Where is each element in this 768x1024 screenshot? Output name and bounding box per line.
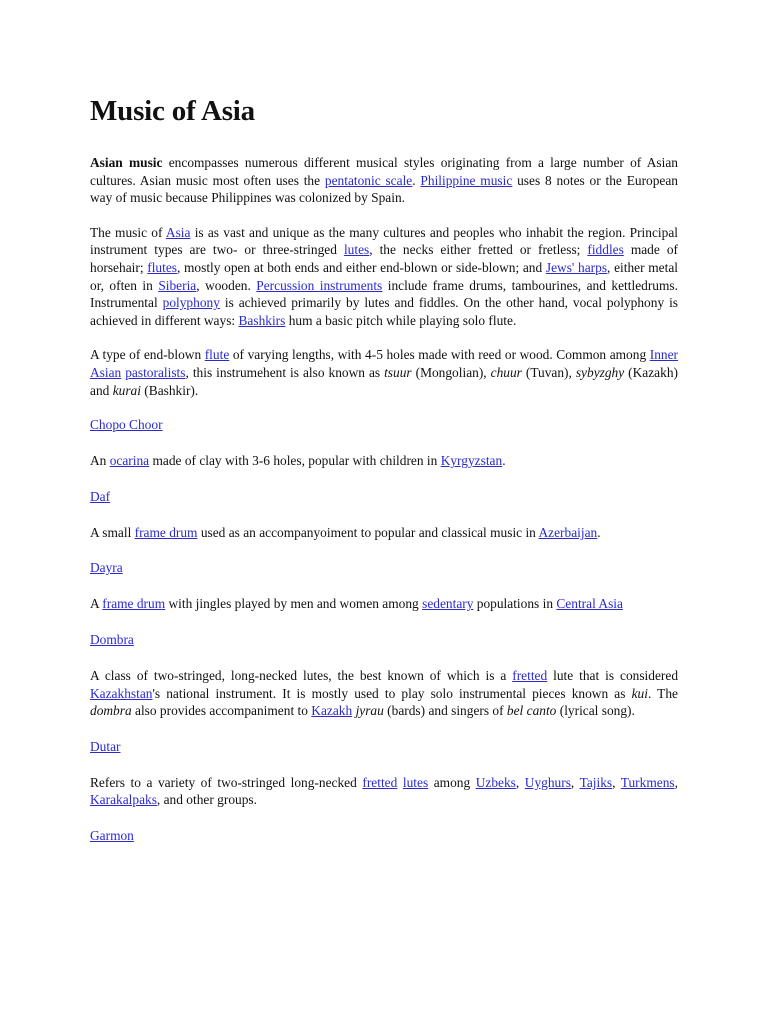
- chopo-choor-paragraph: [90, 452, 678, 470]
- term-kurai: kurai: [112, 382, 141, 398]
- text: populations in: [473, 596, 557, 612]
- text: Refers to a variety of two-stringed long-necked: [90, 774, 363, 790]
- heading-link-dutar[interactable]: Dutar: [90, 738, 121, 754]
- link-jews-harps[interactable]: Jews' harps: [545, 259, 608, 275]
- heading-link-daf[interactable]: Daf: [90, 488, 111, 504]
- link-lutes[interactable]: lutes: [343, 242, 370, 258]
- link-pentatonic-scale[interactable]: pentatonic scale: [324, 172, 413, 188]
- text: (lyrical song).: [556, 703, 635, 719]
- flute-paragraph: [90, 346, 678, 399]
- link-kazakhstan[interactable]: Kazakhstan: [90, 685, 153, 701]
- text: 's national instrument. It is mostly used to play solo instrumental pieces known as: [152, 685, 632, 701]
- text: is achieved primarily by lutes and fiddles. On the other hand, vocal polyphony is achieved in different ways:: [90, 295, 679, 328]
- intro-paragraph: [90, 154, 678, 207]
- link-pastoralists[interactable]: pastoralists: [125, 364, 186, 380]
- link-uyghurs[interactable]: Uyghurs: [524, 774, 571, 790]
- text: The music of: [90, 224, 166, 240]
- link-fretted[interactable]: fretted: [512, 667, 548, 683]
- dayra-paragraph: [90, 595, 678, 613]
- text: An: [90, 453, 110, 469]
- heading-link-dayra[interactable]: Dayra: [90, 560, 123, 576]
- text: A: [90, 596, 103, 612]
- link-asia[interactable]: Asia: [165, 224, 191, 240]
- text: (bards) and singers of: [383, 703, 507, 719]
- link-kazakh[interactable]: Kazakh: [311, 703, 353, 719]
- link-azerbaijan[interactable]: Azerbaijan: [538, 524, 598, 540]
- text: ,: [570, 774, 580, 790]
- text: , mostly open at both ends and either end-blown or side-blown; and: [176, 259, 546, 275]
- text: .: [597, 524, 601, 540]
- link-polyphony[interactable]: polyphony: [162, 295, 220, 311]
- term-dombra: dombra: [90, 703, 132, 719]
- text: .: [502, 453, 506, 469]
- daf-paragraph: [90, 524, 678, 542]
- link-ocarina[interactable]: ocarina: [109, 453, 150, 469]
- text: among: [428, 774, 476, 790]
- link-turkmens[interactable]: Turkmens: [620, 774, 675, 790]
- term-tsuur: tsuur: [384, 364, 412, 380]
- text: is as vast and unique as the many cultures and peoples who inhabit the region. Principal instrument types are two- or three-stringed: [90, 224, 678, 258]
- link-flutes[interactable]: flutes: [147, 259, 177, 275]
- link-kyrgyzstan[interactable]: Kyrgyzstan: [440, 453, 503, 469]
- heading-link-garmon[interactable]: Garmon: [90, 827, 134, 843]
- term-sybyzghy: sybyzghy: [575, 364, 625, 380]
- text: , either metal or, often in: [90, 259, 678, 293]
- text: A class of two-stringed, long-necked lutes, the best known of which is a: [90, 667, 513, 683]
- text: , this instrumehent is also known as: [185, 364, 385, 380]
- page-title: Music of Asia: [90, 95, 255, 127]
- link-flute[interactable]: flute: [204, 347, 230, 363]
- link-sedentary[interactable]: sedentary: [422, 596, 474, 612]
- text: uses 8 notes or the European way of music because Philippines was colonized by Spain.: [90, 172, 678, 206]
- link-siberia[interactable]: Siberia: [158, 277, 197, 293]
- text: of varying lengths, with 4-5 holes made with reed or wood. Common among: [229, 347, 650, 363]
- link-tajiks[interactable]: Tajiks: [579, 774, 613, 790]
- link-uzbeks[interactable]: Uzbeks: [475, 774, 516, 790]
- text: made of clay with 3-6 holes, popular with children in: [149, 453, 441, 469]
- link-fretted[interactable]: fretted: [362, 774, 398, 790]
- overview-paragraph: [90, 224, 678, 330]
- text: A type of end-blown: [90, 347, 205, 363]
- link-frame-drum[interactable]: frame drum: [134, 524, 198, 540]
- heading-link-chopo-choor[interactable]: Chopo Choor: [90, 417, 163, 433]
- text: ,: [612, 774, 621, 790]
- text: A small: [90, 524, 135, 540]
- text: hum a basic pitch while playing solo flute.: [285, 312, 517, 328]
- text: , and other groups.: [156, 792, 257, 808]
- term-kui: kui: [631, 685, 648, 701]
- heading-link-dombra[interactable]: Dombra: [90, 631, 134, 647]
- link-lutes[interactable]: lutes: [402, 774, 429, 790]
- link-karakalpaks[interactable]: Karakalpaks: [90, 792, 157, 808]
- text: (Bashkir).: [140, 382, 199, 398]
- text: with jingles played by men and women among: [165, 596, 423, 612]
- text: encompasses numerous different musical styles originating from a large number of Asian cultures. Asian music most often uses the: [90, 155, 678, 188]
- term-bel-canto: bel canto: [506, 703, 557, 719]
- link-philippine-music[interactable]: Philippine music: [420, 172, 513, 188]
- text: , the necks either fretted or fretless;: [369, 242, 588, 258]
- text: made of horsehair;: [90, 242, 678, 275]
- document-page: [90, 94, 678, 845]
- text: ,: [674, 774, 678, 790]
- bold-term: Asian music: [90, 155, 163, 170]
- text: (Kazakh) and: [90, 364, 678, 398]
- text: , wooden.: [196, 277, 257, 293]
- term-chuur: chuur: [490, 364, 522, 380]
- link-fiddles[interactable]: fiddles: [587, 242, 624, 258]
- link-inner-asian[interactable]: Inner Asian: [90, 347, 678, 380]
- dombra-paragraph: [90, 667, 678, 720]
- link-percussion-instruments[interactable]: Percussion instruments: [256, 277, 383, 293]
- text: lute that is considered: [547, 667, 679, 683]
- link-frame-drum[interactable]: frame drum: [102, 596, 166, 612]
- text: (Tuvan),: [521, 364, 576, 380]
- text: ,: [515, 774, 525, 790]
- link-bashkirs[interactable]: Bashkirs: [238, 312, 286, 328]
- text: . The: [647, 685, 678, 701]
- text: (Mongolian),: [411, 364, 491, 380]
- text: used as an accompanyoiment to popular and classical music in: [197, 524, 539, 540]
- link-central-asia[interactable]: Central Asia: [556, 596, 623, 612]
- dutar-paragraph: [90, 774, 678, 809]
- term-jyrau: jyrau: [355, 703, 384, 719]
- text: also provides accompaniment to: [131, 703, 312, 719]
- text: .: [412, 172, 421, 188]
- text: include frame drums, tambourines, and kettledrums. Instrumental: [90, 277, 678, 311]
